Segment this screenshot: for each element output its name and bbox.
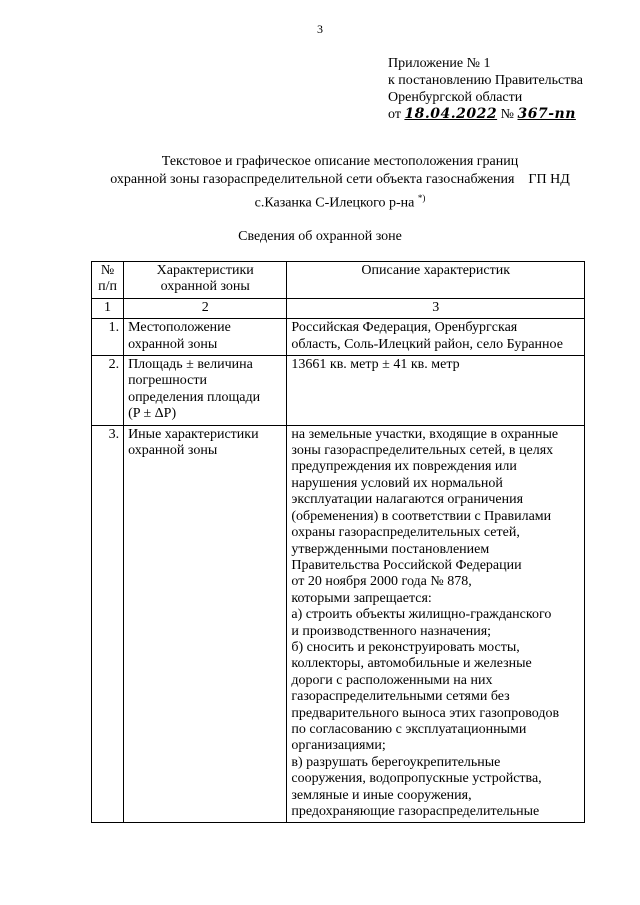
section-subtitle: Сведения об охранной зоне [238, 229, 402, 244]
appendix-line-3: Оренбургской области [388, 90, 523, 105]
handwritten-date: 18.04.2022 [404, 106, 498, 122]
header-num-line-2: п/п [98, 279, 117, 295]
description-line: газораспределительными сетями без [291, 689, 510, 705]
description-line: и производственного назначения; [291, 623, 492, 639]
description-line: утвержденными постановлением [291, 541, 490, 557]
row-characteristic [124, 319, 287, 356]
description-line: в) разрушать берегоукрепительные [291, 754, 501, 770]
date-prefix: от [388, 107, 401, 122]
description-line: зоны газораспределительных сетей, в целях [291, 443, 554, 459]
characteristic-line: Иные характеристики [128, 426, 259, 442]
description-line: на земельные участки, входящие в охранные [291, 426, 559, 442]
description-line: а) строить объекты жилищно-гражданского [291, 607, 552, 623]
title-line-3 [60, 189, 620, 213]
description-line: по согласованию с эксплуатационными [291, 721, 527, 737]
description-line: земляные и иные сооружения, [291, 787, 472, 803]
description-line: (обременения) в соответствии с Правилами [291, 508, 552, 524]
row-number: 3. [92, 425, 124, 823]
description-line: дороги с расположенными на них [291, 672, 493, 688]
description-line: которыми запрещается: [291, 590, 432, 606]
row-description [287, 356, 585, 426]
column-number: 1 [92, 298, 124, 318]
column-number: 2 [124, 298, 287, 318]
header-characteristic-line-2: охранной зоны [160, 279, 250, 295]
description-line: эксплуатации налагаются ограничения [291, 492, 524, 508]
header-num [92, 262, 124, 299]
characteristic-line: определения площади [128, 389, 261, 405]
characteristic-line: охранной зоны [128, 443, 218, 459]
handwritten-number: 367-пп [517, 106, 576, 122]
description-line: б) сносить и реконструировать мосты, [291, 639, 520, 655]
description-line: предупреждения их повреждения или [291, 459, 517, 475]
row-description [287, 425, 585, 823]
description-line: сооружения, водопропускные устройства, [291, 771, 542, 787]
characteristic-line: (P ± ΔP) [128, 406, 177, 422]
table-row [92, 425, 585, 823]
column-number-row [92, 298, 585, 318]
appendix-line-1: Приложение № 1 [388, 56, 491, 71]
description-line: коллекторы, автомобильные и железные [291, 656, 532, 672]
description-line: 13661 кв. метр ± 41 кв. метр [291, 357, 460, 373]
table-header-row [92, 262, 585, 299]
description-line: охраны газораспределительных сетей, [291, 525, 520, 541]
row-characteristic [124, 425, 287, 823]
title-line-2: охранной зоны газораспределительной сети объекта газоснабжения ГП НД [110, 172, 570, 187]
number-prefix: № [500, 107, 514, 122]
appendix-block [388, 55, 583, 123]
appendix-date-line [388, 106, 583, 123]
characteristic-line: погрешности [128, 373, 207, 389]
description-line: нарушения условий их нормальной [291, 475, 503, 491]
header-characteristic [124, 262, 287, 299]
footnote-mark: *) [417, 193, 426, 203]
row-number: 2. [92, 356, 124, 426]
document-title [60, 153, 620, 213]
table-row [92, 356, 585, 426]
description-line: организациями; [291, 738, 386, 754]
page-number: 3 [317, 22, 323, 36]
description-line: область, Соль-Илецкий район, село Буранное [291, 336, 563, 352]
row-description [287, 319, 585, 356]
row-number: 1. [92, 319, 124, 356]
header-description: Описание характеристик [287, 262, 585, 299]
title-line-1: Текстовое и графическое описание местоположения границ [161, 154, 519, 169]
description-line: Правительства Российской Федерации [291, 557, 522, 573]
table-row [92, 319, 585, 356]
zone-table [91, 261, 585, 823]
characteristic-line: охранной зоны [128, 336, 218, 352]
column-number: 3 [287, 298, 585, 318]
characteristic-line: Местоположение [128, 320, 231, 336]
title-line-3-text: с.Казанка С-Илецкого р-на [254, 195, 415, 211]
description-line: предохраняющие газораспределительные [291, 804, 540, 819]
description-line: от 20 ноября 2000 года № 878, [291, 574, 472, 590]
header-characteristic-line-1: Характеристики [156, 263, 254, 278]
description-line: предварительного выноса этих газопроводов [291, 705, 560, 721]
row-characteristic [124, 356, 287, 426]
characteristic-line: Площадь ± величина [128, 357, 253, 373]
header-num-line-1: № [100, 263, 115, 278]
description-line: Российская Федерация, Оренбургская [291, 320, 518, 336]
appendix-line-2: к постановлению Правительства [388, 73, 584, 88]
